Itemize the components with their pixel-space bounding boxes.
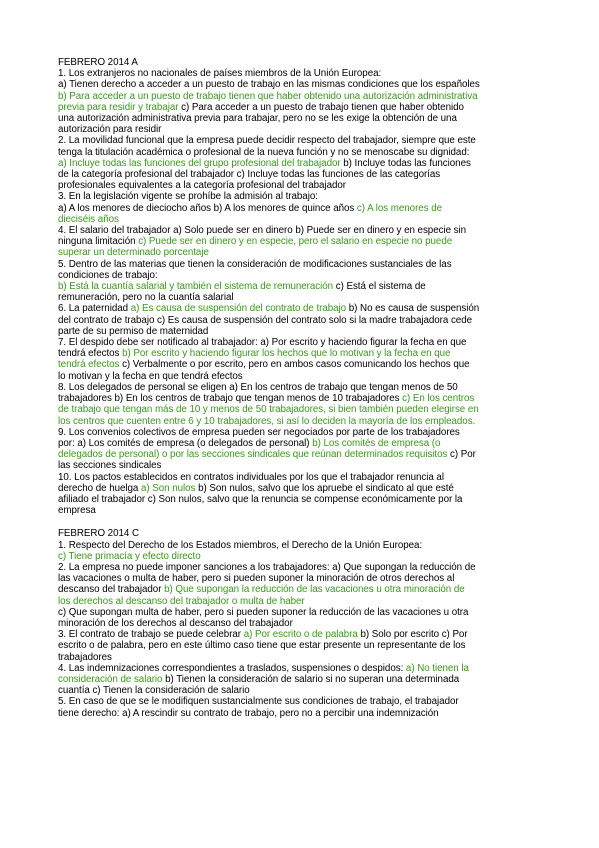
text-run: 10. Los pactos establecidos en contratos individuales por los que el trabajador renuncia al [58,471,444,483]
text-line [58,102,549,113]
text-run: 9. Los convenios colectivos de empresa pueden ser negociados por parte de los trabajadores [58,426,460,438]
text-run: b) Son nulos, salvo que los apruebe el sindicato al que esté [195,482,454,494]
text-line [58,124,549,135]
text-run: una autorización administrativa previa para trabajar, pero no se les exige la obtención de una [58,113,457,125]
text-line [58,696,549,707]
text-line [58,685,549,696]
highlighted-answer: a) No tienen la [405,662,469,674]
text-line [58,663,549,674]
text-line [58,348,549,359]
text-line [58,427,549,438]
text-line [58,326,549,337]
highlighted-answer: b) Para acceder a un puesto de trabajo tienen que haber obtenido una autorización administrativa [58,90,478,102]
text-run: de la categoría profesional del trabajador c) Incluye todas las funciones de las categorías [58,169,441,181]
text-line [58,259,549,270]
text-line [58,483,549,494]
text-line [58,652,549,663]
text-line [58,337,549,348]
text-run: b) No es causa de suspensión [346,303,480,315]
exam-section-a [58,57,549,516]
text-run: 3. El contrato de trabajo se puede celebrar [58,629,244,641]
text-line [58,68,549,79]
text-line [58,191,549,202]
section-title: FEBRERO 2014 A [58,57,138,68]
text-run: 4. Las indemnizaciones correspondientes a traslados, suspensiones o despidos: [58,662,406,674]
text-run: b) Solo por escrito c) Por [357,629,468,641]
text-line [58,158,549,169]
text-run: las secciones sindicales [58,460,162,472]
text-line [58,607,549,618]
text-line [58,236,549,247]
text-run: del contrato de trabajo c) Es causa de suspensión del contrato solo si la madre trabajadora cede [58,314,472,326]
text-line [58,562,549,573]
text-line [58,449,549,460]
text-run: tenga la titulación académica o profesional de la nueva función y no se menoscabe su dignidad: [58,146,470,158]
text-line [58,618,549,629]
highlighted-answer: tendrá efectos [58,359,120,371]
text-run: 1. Respecto del Derecho de los Estados miembros, el Derecho de la Unión Europea: [58,539,423,551]
text-line [58,584,549,595]
text-line [58,79,549,90]
text-line [58,708,549,719]
text-line [58,247,549,258]
text-run: 2. La empresa no puede imponer sanciones a los trabajadores: a) Que supongan la reducción de [58,561,476,573]
text-run: c) Verbalmente o por escrito, pero en ambos casos comunicando los hechos que [119,359,470,371]
text-line [58,551,549,562]
highlighted-answer: consideración de salario [58,673,163,685]
text-run: descanso del trabajador [58,584,165,596]
text-run: 4. El salario del trabajador a) Solo puede ser en dinero b) Puede ser en dinero y en especie sin [58,225,467,237]
text-line [58,629,549,640]
text-line [58,169,549,180]
text-line [58,540,549,551]
highlighted-answer: c) A los menores de [356,202,443,214]
highlighted-answer: c) Puede ser en dinero y en especie, pero el salario en especie no puede [138,236,453,248]
highlighted-answer: b) Que supongan la reducción de las vacaciones u otra minoración de [164,584,465,596]
question-lines [58,68,549,516]
text-run: por: a) Los comités de empresa (o delegados de personal) [58,437,313,449]
text-run: tendrá efectos [58,348,123,360]
text-run: c) Que supongan multa de haber, pero si pueden suponer la reducción de las vacaciones u otra [58,606,469,618]
text-line [58,303,549,314]
text-run: afiliado el trabajador c) Son nulos, salvo que la renuncia se compense económicamente por la [58,493,463,505]
text-run: 8. Los delegados de personal se eligen a) En los centros de trabajo que tengan menos de 50 [58,381,458,393]
text-run: b) Incluye todas las funciones [340,157,471,169]
highlighted-answer: c) Tiene primacía y efecto directo [58,550,201,562]
text-line [58,270,549,281]
text-line [58,494,549,505]
section-title: FEBRERO 2014 C [58,528,139,540]
text-line [58,472,549,483]
text-run: a) A los menores de dieciocho años b) A los menores de quince años [58,202,357,214]
text-run: tiene derecho: a) A rescindir su contrato de trabajo, pero no a percibir una indemnización [58,707,439,719]
highlighted-answer: b) Los comités de empresa (o [312,437,441,449]
text-run: las vacaciones o multa de haber, pero si pueden suponer la minoración de otros derechos al [58,573,455,585]
text-line [58,382,549,393]
question-lines [58,540,549,719]
text-line [58,359,549,370]
text-line [58,640,549,651]
text-line [58,214,549,225]
text-run: autorización para residir [58,124,162,136]
text-line [58,315,549,326]
highlighted-answer: previa para residir y trabajar [58,101,179,113]
text-line [58,203,549,214]
text-line [58,416,549,427]
highlighted-answer: superar un determinado porcentaje [58,247,209,259]
highlighted-answer: a) Por escrito o de palabra [243,629,358,641]
text-run: 5. Dentro de las materias que tienen la consideración de modificaciones sustanciales de las [58,258,452,270]
text-run: empresa [58,505,96,517]
exam-section-c [58,528,549,718]
text-run: profesionales equivalentes a la categoría profesional del trabajador [58,180,346,192]
text-line [58,573,549,584]
text-run: a) Tienen derecho a acceder a un puesto de trabajo en las mismas condiciones que los españoles [58,79,480,91]
text-run: 1. Los extranjeros no nacionales de países miembros de la Unión Europea: [58,68,382,80]
text-run: lo motivan y la fecha en que tendrá efectos [58,370,243,382]
text-line [58,596,549,607]
highlighted-answer: de trabajo que tengan más de 10 y menos de 50 trabajadores, si bien también pueden elegirse en [58,404,479,416]
text-run: 6. La paternidad [58,303,131,315]
text-line [58,225,549,236]
highlighted-answer: b) Por escrito y haciendo figurar los hechos que lo motivan y la fecha en que [122,348,451,360]
text-line [58,147,549,158]
text-run: 5. En caso de que se le modifiquen sustancialmente sus condiciones de trabajo, el trabajador [58,696,459,708]
highlighted-answer: los centros que cuenten entre 6 y 10 trabajadores, si así lo deciden la mayoría de los empleados. [58,415,476,427]
highlighted-answer: c) En los centros [402,393,475,405]
text-line [58,674,549,685]
text-run: c) Está el sistema de [333,281,426,293]
text-run: trabajadores b) En los centros de trabajo que tengan menos de 10 trabajadores [58,393,403,405]
highlighted-answer: dieciséis años [58,213,119,225]
highlighted-answer: a) Incluye todas las funciones del grupo profesional del trabajador [58,157,341,169]
text-run: 2. La movilidad funcional que la empresa puede decidir respecto del trabajador, siempre que este [58,135,476,147]
text-run: escrito o de palabra, pero en este último caso tiene que estar presente un representante de los [58,640,466,652]
text-line [58,91,549,102]
text-run: cuantía c) Tienen la consideración de salario [58,685,250,697]
text-line [58,393,549,404]
text-run: minoración de los derechos al descanso del trabajador [58,617,293,629]
text-run: condiciones de trabajo: [58,269,158,281]
text-run: 3. En la legislación vigente se prohíbe la admisión al trabajo: [58,191,318,203]
text-line [58,135,549,146]
text-run: parte de su permiso de maternidad [58,325,209,337]
text-run: ninguna limitación [58,236,139,248]
text-line [58,371,549,382]
text-run: b) Tienen la consideración de salario si no superan una determinada [162,673,460,685]
text-run: 7. El despido debe ser notificado al trabajador: a) Por escrito y haciendo figurar la fecha en que [58,337,467,349]
text-run: derecho de huelga [58,482,141,494]
text-run: c) Por [447,449,476,461]
text-run: remuneración, pero no la cuantía salarial [58,292,234,304]
text-line [58,438,549,449]
highlighted-answer: b) Está la cuantía salarial y también el sistema de remuneración [58,281,334,293]
highlighted-answer: a) Son nulos [141,482,196,494]
highlighted-answer: los derechos al descanso del trabajador o multa de haber [58,595,305,607]
text-line [58,404,549,415]
highlighted-answer: delegados de personal) o por las secciones sindicales que reúnan determinados requisitos [58,449,448,461]
text-line [58,180,549,191]
text-line [58,281,549,292]
highlighted-answer: a) Es causa de suspensión del contrato de trabajo [130,303,347,315]
text-run: c) Para acceder a un puesto de trabajo tienen que haber obtenido [178,101,464,113]
text-line [58,505,549,516]
text-run: trabajadores [58,651,112,663]
text-line [58,113,549,124]
text-line [58,292,549,303]
text-line [58,460,549,471]
